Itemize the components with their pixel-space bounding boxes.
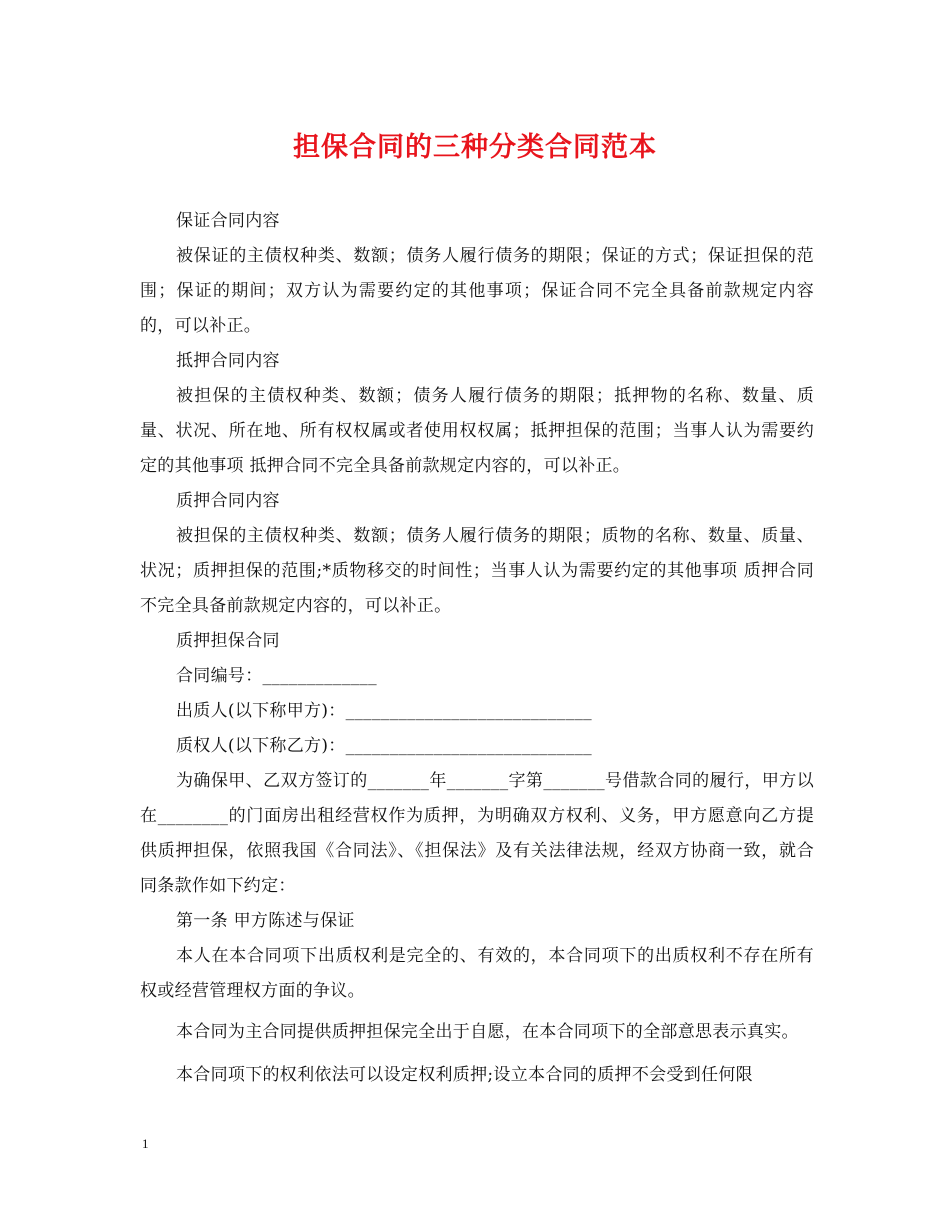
section-heading-guarantee: 保证合同内容 bbox=[176, 211, 280, 231]
paragraph-mortgage-content: 被担保的主债权种类、数额；债务人履行债务的期限；抵押物的名称、数量、质量、状况、所在地、所有权权属或者使用权权属；抵押担保的范围；当事人认为需要约定的其他事项 抵押合同不完全具备前款规定内容的，可以补正。 bbox=[140, 386, 814, 476]
paragraph-article-one-3: 本合同项下的权利依法可以设定权利质押;设立本合同的质押不会受到任何限 bbox=[176, 1065, 753, 1085]
document-title: 担保合同的三种分类合同范本 bbox=[293, 132, 657, 163]
paragraph-pledge-content: 被担保的主债权种类、数额；债务人履行债务的期限；质物的名称、数量、质量、状况；质押担保的范围;*质物移交的时间性；当事人认为需要约定的其他事项 质押合同不完全具备前款规定内容的，可以补正。 bbox=[140, 526, 814, 616]
paragraph-preamble: 为确保甲、乙双方签订的_______年_______字第_______号借款合同的履行，甲方以在________的门面房出租经营权作为质押，为明确双方权利、义务，甲方愿意向乙方提供质押担保，依照我国《合同法》、《担保法》及有关法律法规，经双方协商一致，就合同条款作如下约定： bbox=[140, 771, 814, 896]
article-one-heading: 第一条 甲方陈述与保证 bbox=[176, 911, 355, 931]
contract-number-line: 合同编号：_____________ bbox=[176, 666, 377, 686]
pledgor-line: 出质人(以下称甲方)：____________________________ bbox=[176, 701, 592, 721]
paragraph-guarantee-content: 被保证的主债权种类、数额；债务人履行债务的期限；保证的方式；保证担保的范围；保证的期间；双方认为需要约定的其他事项；保证合同不完全具备前款规定内容的，可以补正。 bbox=[140, 246, 814, 336]
section-heading-pledge: 质押合同内容 bbox=[176, 491, 280, 511]
page-number: 1 bbox=[142, 1136, 149, 1151]
paragraph-article-one-1: 本人在本合同项下出质权利是完全的、有效的，本合同项下的出质权利不存在所有权或经营管理权方面的争议。 bbox=[140, 946, 814, 1001]
paragraph-article-one-2: 本合同为主合同提供质押担保完全出于自愿，在本合同项下的全部意思表示真实。 bbox=[176, 1022, 799, 1042]
document-body bbox=[140, 204, 814, 1093]
section-heading-pledge-contract: 质押担保合同 bbox=[176, 631, 280, 651]
section-heading-mortgage: 抵押合同内容 bbox=[176, 351, 280, 371]
pledgee-line: 质权人(以下称乙方)：____________________________ bbox=[176, 736, 592, 756]
